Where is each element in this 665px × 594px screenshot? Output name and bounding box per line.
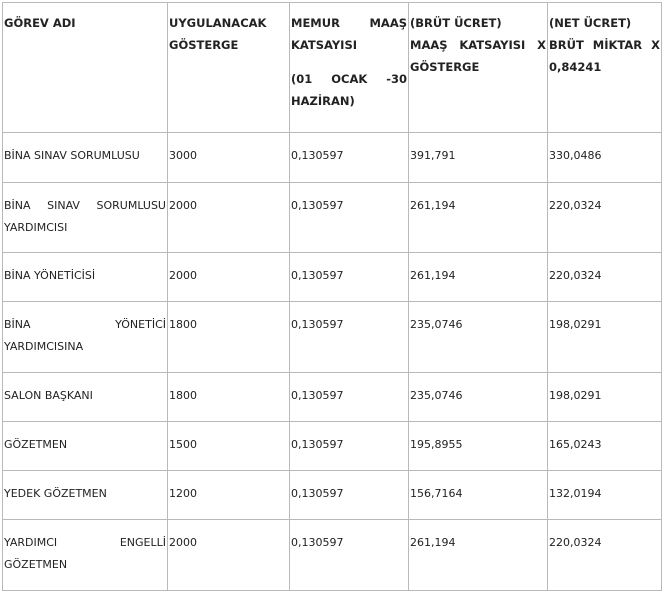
cell-gosterge: 1200 (168, 471, 290, 520)
gorev-line2: YARDIMCISINA (4, 340, 84, 353)
gorev-line1: BİNA YÖNETİCİSİ (4, 269, 96, 282)
cell-katsayi: 0,130597 (290, 133, 409, 183)
cell-gosterge: 3000 (168, 133, 290, 183)
header-brut (409, 3, 548, 133)
cell-katsayi: 0,130597 (290, 471, 409, 520)
gorev-line1: BİNA YÖNETİCİ (4, 318, 166, 331)
cell-gorev (3, 302, 168, 373)
header-katsayi (290, 3, 409, 133)
table-row (3, 422, 662, 471)
header-katsayi-line2: KATSAYISI (291, 38, 358, 52)
cell-gosterge: 2000 (168, 253, 290, 302)
gorev-line1: BİNA SINAV SORUMLUSU (4, 149, 140, 162)
header-brut-line3: GÖSTERGE (410, 60, 480, 74)
cell-katsayi: 0,130597 (290, 520, 409, 591)
cell-net: 220,0324 (548, 253, 662, 302)
cell-gorev (3, 133, 168, 183)
header-gorev-adi (3, 3, 168, 133)
cell-gorev (3, 183, 168, 253)
cell-katsayi: 0,130597 (290, 253, 409, 302)
cell-brut: 156,7164 (409, 471, 548, 520)
table-row (3, 302, 662, 373)
header-net-line2: BRÜT MİKTAR X (549, 38, 660, 52)
header-net (548, 3, 662, 133)
cell-gorev (3, 471, 168, 520)
table-row (3, 471, 662, 520)
header-net-line3: 0,84241 (549, 60, 602, 74)
cell-gorev (3, 520, 168, 591)
cell-katsayi: 0,130597 (290, 422, 409, 471)
header-net-line1: (NET ÜCRET) (549, 16, 632, 30)
cell-gosterge: 2000 (168, 520, 290, 591)
cell-brut: 261,194 (409, 183, 548, 253)
gorev-line1: YARDIMCI ENGELLİ (4, 536, 166, 549)
cell-gosterge: 1800 (168, 302, 290, 373)
pay-table (2, 2, 662, 591)
gorev-line1: BİNA SINAV SORUMLUSU (4, 199, 166, 212)
table-row (3, 373, 662, 422)
cell-brut: 235,0746 (409, 302, 548, 373)
cell-net: 220,0324 (548, 183, 662, 253)
cell-gosterge: 1800 (168, 373, 290, 422)
table-row (3, 253, 662, 302)
table-row (3, 183, 662, 253)
header-katsayi-line4: HAZİRAN) (291, 94, 355, 108)
gorev-line1: SALON BAŞKANI (4, 389, 93, 402)
cell-net: 165,0243 (548, 422, 662, 471)
cell-katsayi: 0,130597 (290, 183, 409, 253)
cell-net: 198,0291 (548, 373, 662, 422)
cell-brut: 261,194 (409, 253, 548, 302)
cell-gorev (3, 253, 168, 302)
cell-net: 198,0291 (548, 302, 662, 373)
header-row (3, 3, 662, 133)
cell-net: 132,0194 (548, 471, 662, 520)
header-gosterge-line2: GÖSTERGE (169, 38, 239, 52)
header-gosterge (168, 3, 290, 133)
gorev-line2: YARDIMCISI (4, 221, 68, 234)
cell-katsayi: 0,130597 (290, 302, 409, 373)
cell-katsayi: 0,130597 (290, 373, 409, 422)
gorev-line1: GÖZETMEN (4, 438, 68, 451)
cell-gorev (3, 422, 168, 471)
cell-net: 220,0324 (548, 520, 662, 591)
table-row (3, 133, 662, 183)
cell-gosterge: 1500 (168, 422, 290, 471)
table-row (3, 520, 662, 591)
cell-brut: 261,194 (409, 520, 548, 591)
cell-net: 330,0486 (548, 133, 662, 183)
cell-brut: 391,791 (409, 133, 548, 183)
gorev-line1: YEDEK GÖZETMEN (4, 487, 107, 500)
cell-gosterge: 2000 (168, 183, 290, 253)
cell-brut: 195,8955 (409, 422, 548, 471)
header-brut-line1: (BRÜT ÜCRET) (410, 16, 502, 30)
header-brut-line2: MAAŞ KATSAYISI X (410, 38, 546, 52)
header-gosterge-line1: UYGULANACAK (169, 16, 267, 30)
header-gorev-adi-label: GÖREV ADI (4, 16, 76, 30)
header-katsayi-line1: MEMUR MAAŞ (291, 16, 407, 30)
cell-brut: 235,0746 (409, 373, 548, 422)
cell-gorev (3, 373, 168, 422)
header-katsayi-line3: (01 OCAK -30 (291, 72, 407, 86)
gorev-line2: GÖZETMEN (4, 558, 68, 571)
